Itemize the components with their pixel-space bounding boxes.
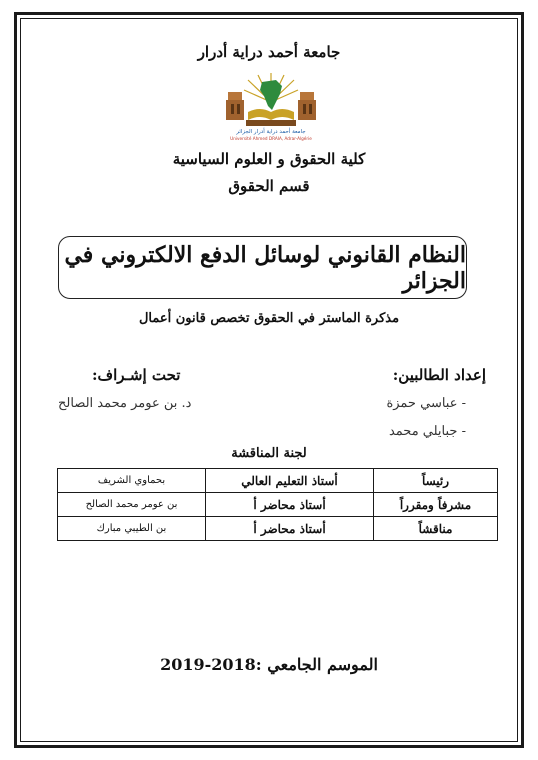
logo-caption-ar: جامعة أحمد دراية أدرار الجزائر [236,129,306,135]
department-name: قسم الحقوق [228,177,310,195]
memo-description: مذكرة الماستر في الحقوق تخصص قانون أعمال [138,311,400,326]
member-rank: أستاذ التعليم العالي [206,469,374,493]
thesis-title-box [58,236,467,299]
student-name: - عباسي حمزة [386,396,466,411]
supervisor-name: د. بن عومر محمد الصالح [58,396,192,411]
member-role: رئيساً [374,469,498,493]
university-name: جامعة أحمد دراية أدرار [197,43,341,61]
student-name: - جبايلي محمد [388,424,466,439]
member-role: مناقشاً [374,517,498,541]
member-rank: أستاذ محاضر أ [206,517,374,541]
academic-season: الموسم الجامعي :2018-2019 [160,655,378,674]
member-rank: أستاذ محاضر أ [206,493,374,517]
thesis-title: النظام القانوني لوسائل الدفع الالكتروني في الجزائر [64,241,466,294]
member-role: مشرفاً ومقرراً [374,493,498,517]
table-row [58,493,498,517]
committee-title: لجنة المناقشة [231,446,307,461]
logo-caption-fr: Université Ahmed DRAIA, Adrar-Algérie [230,136,312,141]
supervisor-label: تحت إشـراف: [92,366,181,384]
member-name: بن الطيبي مبارك [58,517,206,541]
table-row [58,469,498,493]
university-logo [218,72,324,142]
faculty-name: كلية الحقوق و العلوم السياسية [172,150,366,168]
committee-table [57,468,498,541]
table-row [58,517,498,541]
member-name: بحماوي الشريف [58,469,206,493]
prepared-by-label: إعداد الطالبين: [392,366,486,384]
member-name: بن عومر محمد الصالح [58,493,206,517]
